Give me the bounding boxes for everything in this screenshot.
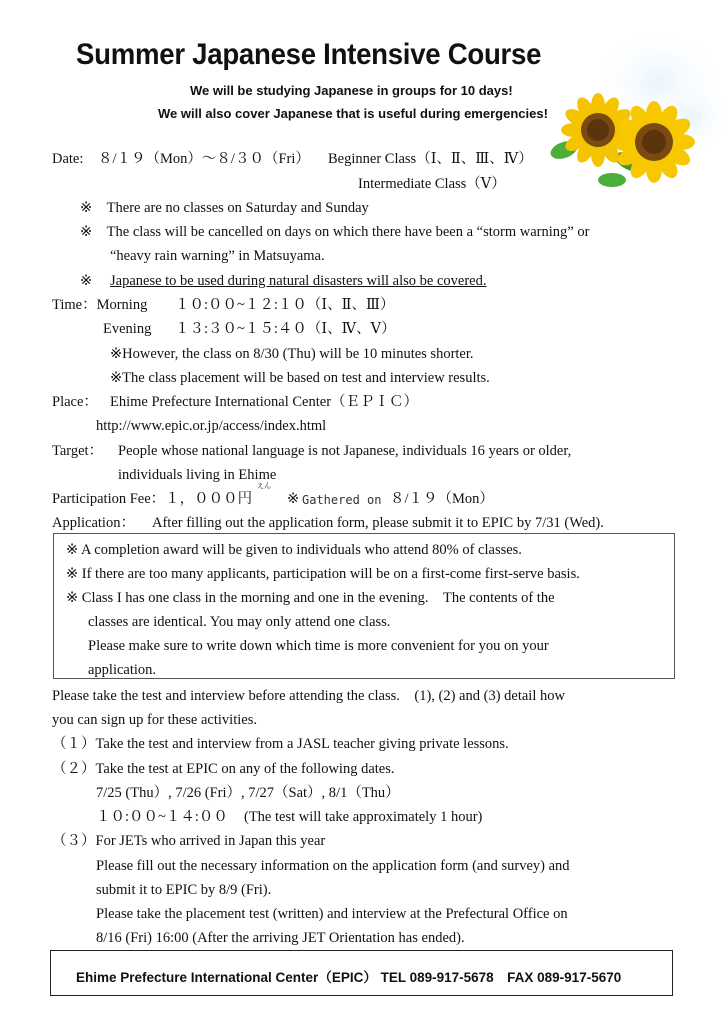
footer-contact: Ehime Prefecture International Center（EPIC） TEL 089-917-5678 FAX 089-917-5670: [76, 970, 622, 985]
target-label: Target：: [52, 443, 104, 459]
time-note-placement: ※The class placement will be based on test and interview results.: [110, 370, 490, 386]
notice-time-preference-cont: application.: [88, 662, 157, 678]
notice-first-come: ※ If there are too many applicants, participation will be on a first-come first-serve basis.: [66, 566, 580, 582]
subtitle-2: We will also cover Japanese that is useful during emergencies!: [158, 106, 548, 121]
place-label: Place：: [52, 394, 98, 410]
step-3-line-4: 8/16 (Fri) 16:00 (After the arriving JET Orientation has ended).: [96, 930, 465, 946]
time-evening-label: Evening: [103, 321, 152, 337]
application-text: After filling out the application form, please submit it to EPIC by 7/31 (Wed).: [152, 515, 604, 531]
step-2-duration: (The test will take approximately 1 hour): [244, 809, 483, 825]
application-label: Application：: [52, 515, 135, 531]
notice-time-preference: Please make sure to write down which time is more convenient for you on your: [88, 638, 549, 654]
fee-gathered: Gathered on: [302, 493, 382, 507]
notice-class-one: ※ Class I has one class in the morning and one in the evening. The contents of the: [66, 590, 555, 606]
notice-class-one-cont: classes are identical. You may only attend one class.: [88, 614, 391, 630]
note-no-weekend: ※ There are no classes on Saturday and Sunday: [80, 200, 369, 216]
step-3-line-2: submit it to EPIC by 8/9 (Fri).: [96, 882, 272, 898]
note-mark: ※: [80, 273, 93, 289]
intermediate-class: Intermediate Class（Ⅴ）: [358, 176, 506, 192]
place-url[interactable]: http://www.epic.or.jp/access/index.html: [96, 418, 327, 434]
target-line-2: individuals living in Ehime: [118, 467, 277, 483]
time-evening: １３:３０~１５:４０（Ⅰ、Ⅳ、Ⅴ）: [175, 321, 396, 337]
fee-date: ８/１９（Mon）: [390, 491, 494, 507]
target-line-1: People whose national language is not Japanese, individuals 16 years or older,: [118, 443, 572, 459]
step-2-dates: 7/25 (Thu）, 7/26 (Fri）, 7/27（Sat）, 8/1（Thu）: [96, 785, 400, 801]
subtitle-1: We will be studying Japanese in groups for 10 days!: [190, 83, 513, 98]
step-3: （３）For JETs who arrived in Japan this year: [52, 833, 326, 849]
step-2-time: １０:００~１４:００: [96, 809, 228, 825]
sunflower-icon: [550, 22, 724, 190]
fee-label: Participation Fee：１，０００円: [52, 491, 253, 507]
note-cancellation: ※ The class will be cancelled on days on which there have been a “storm warning” or: [80, 224, 590, 240]
date-label: Date:: [52, 151, 84, 167]
page-title: Summer Japanese Intensive Course: [76, 38, 542, 71]
steps-intro-1: Please take the test and interview before attending the class. (1), (2) and (3) detail how: [52, 688, 565, 704]
fee-furigana: えん: [257, 482, 271, 490]
step-3-line-1: Please fill out the necessary information on the application form (and survey) and: [96, 858, 570, 874]
date-value: ８/１９（Mon）～８/３０（Fri）: [98, 151, 310, 167]
place-value: Ehime Prefecture International Center（ＥＰＩＣ）: [110, 394, 419, 410]
note-cancellation-cont: “heavy rain warning” in Matsuyama.: [110, 248, 325, 264]
step-1: （１）Take the test and interview from a JASL teacher giving private lessons.: [52, 736, 509, 752]
steps-intro-2: you can sign up for these activities.: [52, 712, 257, 728]
notice-completion-award: ※ A completion award will be given to individuals who attend 80% of classes.: [66, 542, 522, 558]
time-morning: １０:００~１２:１０（Ⅰ、Ⅱ、Ⅲ）: [175, 297, 395, 313]
note-disasters: Japanese to be used during natural disasters will also be covered.: [110, 273, 487, 289]
step-2: （２）Take the test at EPIC on any of the following dates.: [52, 761, 395, 777]
time-label: Time：Morning: [52, 297, 148, 313]
beginner-class: Beginner Class（Ⅰ、Ⅱ、Ⅲ、Ⅳ）: [328, 151, 533, 167]
fee-note-mark: ※: [287, 491, 300, 507]
step-3-line-3: Please take the placement test (written) and interview at the Prefectural Office on: [96, 906, 568, 922]
time-note-shorter: ※However, the class on 8/30 (Thu) will be 10 minutes shorter.: [110, 346, 474, 362]
